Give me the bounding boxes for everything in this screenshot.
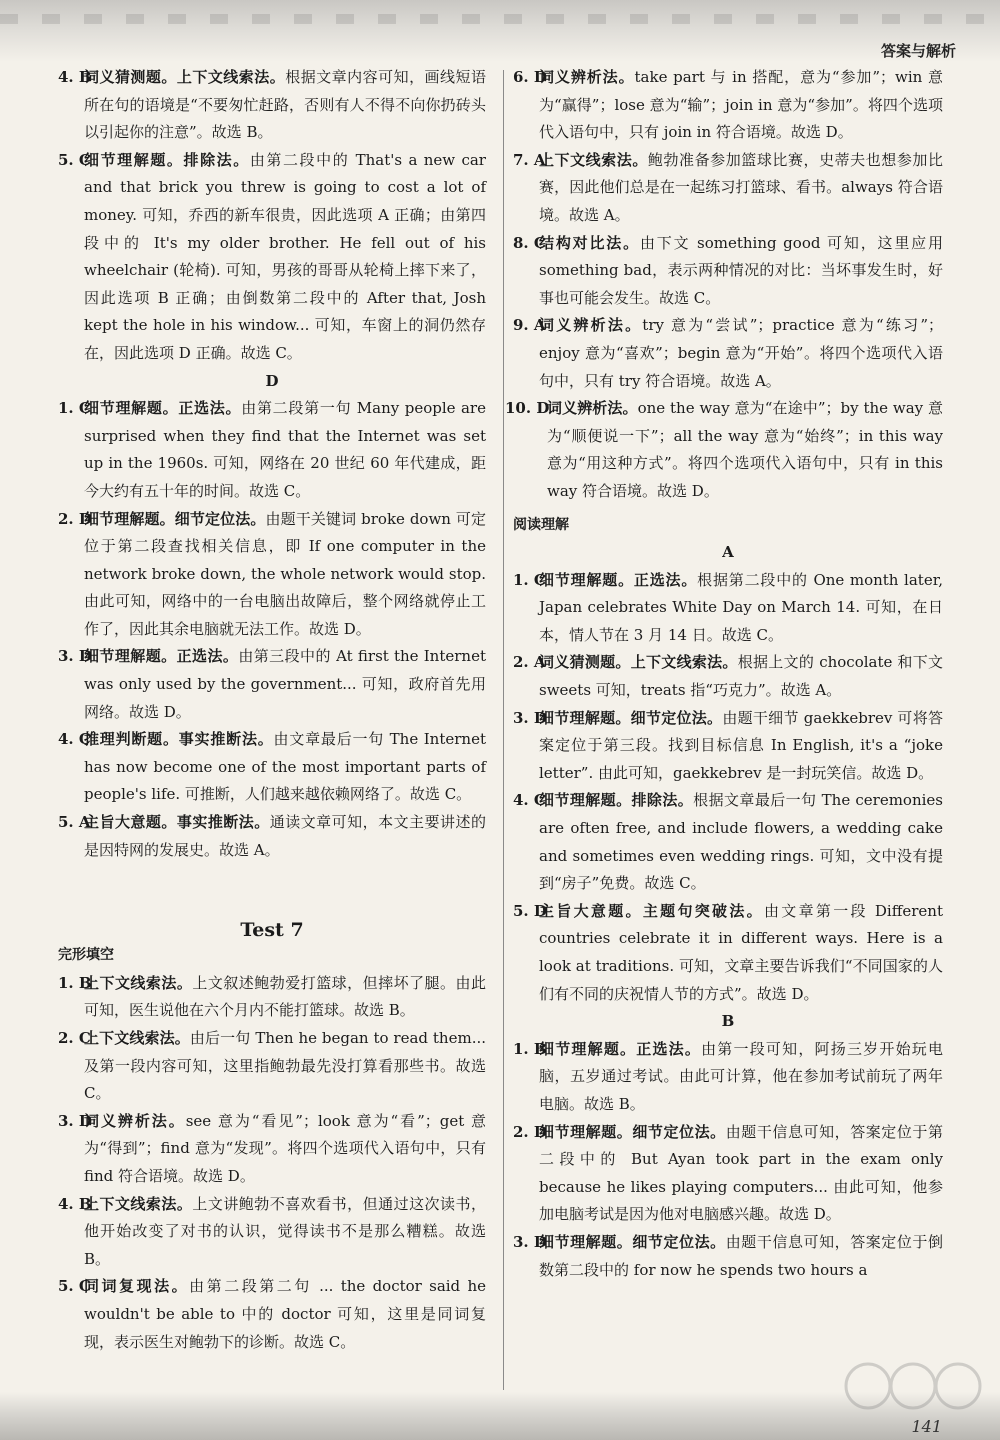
answer-number: 1. C [513,570,546,589]
answer-item [58,1025,486,1108]
cloze-items-left [58,970,486,1356]
answer-reasoning: 由第二段中的 That's a new car and that brick you threw is going to cost a lot of money. 可知，乔西的新车很贵，因此选项 A 正确；由第四段中的 It's my older brother. He fell out of his wheelchair (轮椅). 可知，男孩的哥哥从轮椅上摔下来了，因此选项 B 正确；由倒数第二段中的 After that, Josh kept the hole in his window... 可知，车窗上的洞仍然存在，因此选项 D 正确。故选 C。 [84,150,486,362]
answer-number: 1. B [58,973,92,992]
answer-method: 词义猜测题。上下文线索法。 [84,68,286,86]
answer-method: 细节理解题。排除法。 [84,150,250,169]
answer-item [58,506,486,644]
answer-reasoning: 由文章最后一句 The Internet has now become one of the most important parts of people's life. 可推断，人们越来越依赖网络了。故选 C。 [84,730,486,804]
answer-method: 结构对比法。 [539,233,640,252]
answer-number: 5. C [58,150,91,169]
answer-method: 上下文线索法。 [84,1029,190,1047]
answer-method: 细节理解题。细节定位法。 [539,1122,726,1141]
answer-explanation [539,1036,943,1119]
answer-item [58,395,486,505]
answer-explanation [539,1229,943,1284]
answer-item [58,643,486,726]
answer-reasoning: 根据第二段中的 One month later, Japan celebrates White Day on March 14. 可知，在日本，情人节在 3 月 14 日。故选 C。 [539,570,943,644]
answer-method: 主旨大意题。事实推断法。 [84,813,270,832]
answer-reasoning: 鲍勃准备参加篮球比赛，史蒂夫也想参加比赛，因此他们总是在一起练习打篮球、看书。always 符合语境。故选 A。 [539,150,943,224]
answer-method: 词义辨析法。 [547,399,638,418]
section-heading-b: B [721,1012,735,1031]
answer-explanation [84,1273,486,1356]
answer-method: 词义辨析法。 [84,1111,186,1130]
section-b-items [513,1036,943,1284]
answer-method: 词义辨析法。 [539,68,635,86]
answer-reasoning: 由题干关键词 broke down 可定位于第二段查找相关信息，即 If one computer in the network broke down, the whole network would stop. 由此可知，网络中的一台电脑出故障后，整个网络就停止工作了，因此其余电脑就无法工作。故选 D。 [84,509,486,638]
answer-number: 2. D [58,509,92,528]
answer-number: 1. B [513,1039,547,1058]
answer-explanation [539,1119,943,1229]
answer-number: 2. C [58,1029,91,1047]
answer-reasoning: 由后一句 Then he began to read them... 及第一段内容可知，这里指鲍勃最先没打算看那些书。故选 C。 [84,1029,486,1103]
answer-item [513,1036,943,1119]
answer-method: 同词复现法。 [84,1277,190,1296]
section-label-reading: 阅读理解 [513,516,569,533]
answer-explanation [539,649,943,704]
answer-number: 10. D [505,399,550,418]
answer-reasoning: 上文讲鲍勃不喜欢看书，但通过这次读书，他开始改变了对书的认识，觉得读书不是那么糟糕。故选 B。 [84,1194,486,1268]
answer-reasoning: 上文叙述鲍勃爱打篮球，但摔坏了腿。由此可知，医生说他在六个月内不能打篮球。故选 B。 [84,973,486,1020]
answer-explanation [84,506,486,644]
answer-explanation [84,970,486,1025]
answer-method: 上下文线索法。 [84,1194,193,1213]
page-number: 141 [911,1417,942,1436]
section-label-cloze: 完形填空 [58,947,114,964]
answer-reasoning: 由题干信息可知，答案定位于第二段中的 But Ayan took part in the exam only because he likes playing computers... 由此可知，他参加电脑考试是因为他对电脑感兴趣。故选 D。 [539,1122,943,1224]
answer-method: 词义猜测题。上下文线索法。 [539,653,738,672]
answer-number: 3. D [58,647,92,666]
answer-explanation [84,809,486,864]
answer-number: 5. C [58,1277,91,1296]
answer-item [58,726,486,809]
answer-method: 细节理解题。排除法。 [539,791,694,810]
answer-reasoning: 由文章第一段 Different countries celebrate it in different ways. Here is a look at traditions. 可知，文章主要告诉我们“不同国家的人们有不同的庆祝情人节的方式”。故选 D。 [539,901,943,1003]
column-divider [503,70,504,1390]
answer-reasoning: 根据文章最后一句 The ceremonies are often free, and include flowers, a wedding cake and sometimes even wedding rings. 可知，文中没有提到“房子”免费。故选 C。 [539,791,943,893]
answer-method: 细节理解题。正选法。 [539,1039,702,1058]
answer-method: 细节理解题。正选法。 [539,570,698,589]
answer-explanation [84,395,486,505]
answer-item [513,64,943,147]
answer-item [513,705,943,788]
answer-reasoning: see 意为“看见”；look 意为“看”；get 意为“得到”；find 意为“发现”。将四个选项代入语句中，只有 find 符合语境。故选 D。 [84,1111,486,1185]
answer-item [58,64,486,147]
answer-method: 主旨大意题。主题句突破法。 [539,901,764,920]
test-title: Test 7 [240,919,304,942]
answer-explanation [84,64,486,147]
answer-reasoning: 由题干信息可知，答案定位于倒数第二段中的 for now he spends two hours a [539,1232,943,1279]
answer-method: 细节理解题。正选法。 [84,647,239,666]
answer-number: 3. D [513,708,547,727]
answer-item [513,312,943,395]
answer-explanation [84,147,486,368]
answer-item [58,1191,486,1274]
answer-item [513,567,943,650]
answer-number: 4. B [58,1194,92,1213]
answer-number: 4. C [513,791,546,810]
answer-explanation [539,567,943,650]
answer-item [58,147,486,368]
answer-explanation [539,147,943,230]
answer-number: 2. A [513,653,546,672]
answer-number: 9. A [513,316,546,335]
bottom-decorative-band [0,1392,1000,1440]
answer-reasoning: 由第三段中的 At first the Internet was only used by the government... 可知，政府首先用网络。故选 D。 [84,647,486,721]
section-d-items [58,395,486,864]
answer-reasoning: 根据上文的 chocolate 和下文 sweets 可知，treats 指“巧克力”。故选 A。 [539,653,943,700]
answer-reasoning: 根据文章内容可知，画线短语所在句的语境是“不要匆忙赶路，否则有人不得不向你扔砖头以引起你的注意”。故选 B。 [84,68,486,142]
answer-item [513,898,943,1008]
answer-explanation [539,230,943,313]
top-decorative-band [0,0,1000,62]
section-a-items [513,567,943,1009]
answer-method: 细节理解题。细节定位法。 [84,509,266,528]
answer-number: 3. D [513,1232,547,1251]
answer-item [513,1119,943,1229]
answer-item [58,1273,486,1356]
answer-method: 推理判断题。事实推断法。 [84,730,274,749]
answer-method: 细节理解题。细节定位法。 [539,1232,726,1251]
answer-method: 上下文线索法。 [84,973,193,992]
answer-explanation [539,705,943,788]
answer-reasoning: 由第二段第二句 ... the doctor said he wouldn't be able to 中的 doctor 可知，这里是同词复现，表示医生对鲍勃下的诊断。故选 C。 [84,1277,486,1351]
answer-reasoning: try 意为“尝试”；practice 意为“练习”；enjoy 意为“喜欢”；begin 意为“开始”。将四个选项代入语句中，只有 try 符合语境。故选 A。 [539,316,943,390]
answer-item [513,649,943,704]
answer-item [58,970,486,1025]
answer-reasoning: 由第一段可知，阿扬三岁开始玩电脑，五岁通过考试。由此可计算，他在参加考试前玩了两年电脑。故选 B。 [539,1039,943,1113]
answer-number: 6. D [513,68,547,86]
answer-explanation [84,1108,486,1191]
answer-explanation [539,898,943,1008]
answer-reasoning: take part 与 in 搭配，意为“参加”；win 意为“赢得”；lose 意为“输”；join in 意为“参加”。将四个选项代入语句中，只有 join in 符合语境。故选 D。 [539,68,943,142]
answer-explanation [539,64,943,147]
answer-reasoning: 由题干细节 gaekkebrev 可将答案定位于第三段。找到目标信息 In English, it's a “joke letter”. 由此可知，gaekkebrev 是一封玩笑信。故选 D。 [539,708,943,782]
right-column [505,64,943,1284]
answer-item [513,230,943,313]
left-column [58,64,486,1356]
answer-item [513,147,943,230]
answer-method: 上下文线索法。 [539,150,648,169]
answer-number: 5. D [513,901,547,920]
answer-explanation [539,787,943,897]
answer-item [513,787,943,897]
answer-item [58,809,486,864]
header-section-label: 答案与解析 [880,42,956,60]
cloze-items-right [505,64,943,506]
answer-method: 细节理解题。细节定位法。 [539,708,723,727]
answer-number: 7. A [513,150,546,169]
answer-item [505,395,943,505]
answer-explanation [84,726,486,809]
answer-number: 2. D [513,1122,547,1141]
left-top-items [58,64,486,368]
answer-number: 3. D [58,1111,92,1130]
answer-number: 1. C [58,399,91,418]
answer-method: 词义辨析法。 [539,316,643,335]
answer-explanation [84,1025,486,1108]
answer-explanation [84,643,486,726]
answer-item [513,1229,943,1284]
answer-number: 5. A [58,813,91,832]
answer-number: 4. B [58,68,92,86]
answer-reasoning: one the way 意为“在途中”；by the way 意为“顺便说一下”；all the way 意为“始终”；in this way 意为“用这种方式”。将四个选项代入语句中，只有 in this way 符合语境。故选 D。 [547,399,943,500]
answer-number: 8. C [513,233,546,252]
section-heading-d: D [265,371,279,390]
answer-explanation [539,312,943,395]
answer-reasoning: 由下文 something good 可知，这里应用 something bad，表示两种情况的对比：当坏事发生时，好事也可能会发生。故选 C。 [539,233,943,307]
answer-item [58,1108,486,1191]
section-heading-a: A [722,543,734,562]
answer-reasoning: 通读文章可知，本文主要讲述的是因特网的发展史。故选 A。 [84,813,486,859]
answer-reasoning: 由第二段第一句 Many people are surprised when they find that the Internet was set up in the 1960s. 可知，网络在 20 世纪 60 年代建成，距今大约有五十年的时间。故选 C。 [84,399,486,500]
answer-number: 4. C [58,730,91,749]
answer-explanation [547,395,943,505]
answer-method: 细节理解题。正选法。 [84,399,242,418]
answer-explanation [84,1191,486,1274]
